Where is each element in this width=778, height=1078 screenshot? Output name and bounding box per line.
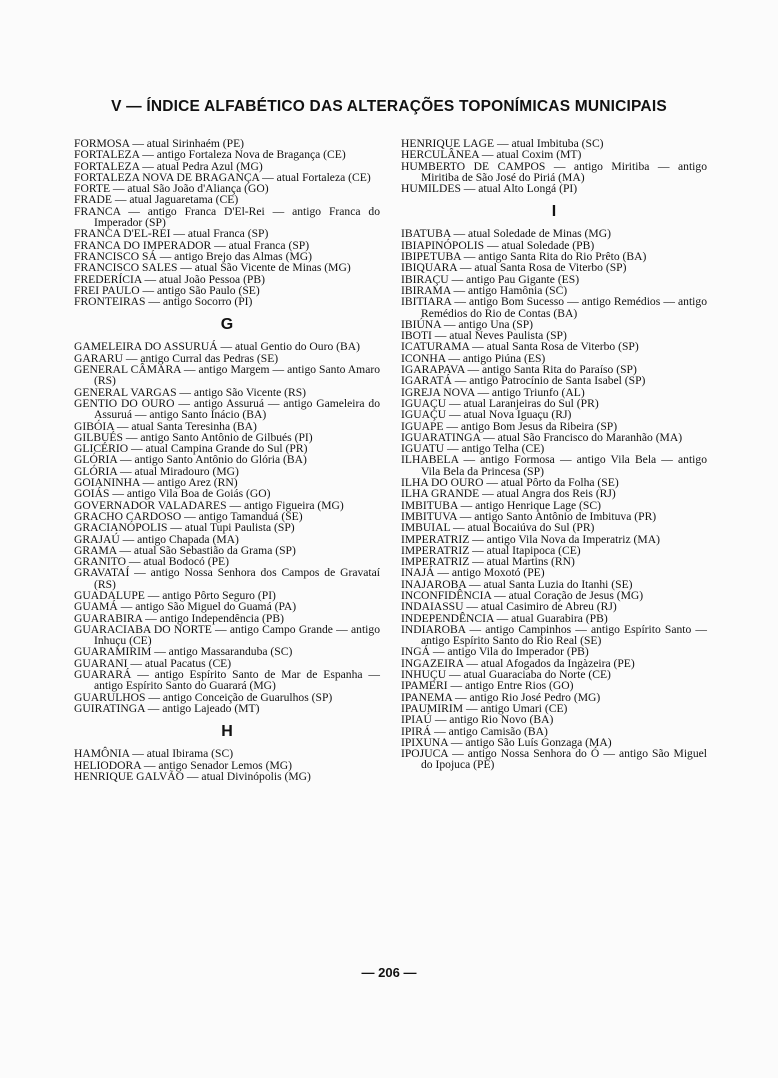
section-letter: G [220, 316, 234, 334]
index-entry: IBIÚNA — antigo Una (SP) [401, 317, 534, 331]
index-entry: HAMÔNIA — atual Ibirama (SC) [74, 747, 234, 761]
index-entry: INAJAROBA — atual Santa Luzia do Itanhi (SE) [401, 577, 633, 591]
index-entry: GRANITO — atual Bodocó (PE) [74, 555, 229, 569]
index-entry: INAJÁ — antigo Moxotó (PE) [401, 566, 545, 580]
index-entry: IPIAÚ — antigo Rio Novo (BA) [401, 713, 554, 727]
index-entry: GRACHO CARDOSO — antigo Tamanduá (SE) [74, 509, 303, 523]
index-entry: IBIAPINÓPOLIS — atual Soledade (PB) [401, 238, 595, 252]
index-entry: GUARARÁ — antigo Espírito Santo de Mar de Espanha — antigo Espírito Santo do Guarará (MG) [74, 668, 380, 693]
index-entry: ICATURAMA — atual Santa Rosa de Viterbo (SP) [401, 340, 639, 354]
index-entry: IBIQUARA — atual Santa Rosa de Viterbo (SP) [401, 261, 627, 275]
index-entry: IMBITUBA — antigo Henrique Lage (SC) [401, 498, 601, 512]
index-entry: FORMOSA — atual Sirinhaém (PE) [74, 137, 245, 150]
index-entry: INDIAROBA — antigo Campinhos — antigo Espírito Santo — antigo Espírito Santo do Rio Real (SE) [401, 622, 707, 648]
index-entry: FRANCISCO SALES — atual São Vicente de Minas (MG) [74, 261, 351, 275]
index-entry: IPIRÁ — antigo Camisão (BA) [401, 724, 548, 738]
index-entry: GUARANI — atual Pacatus (CE) [74, 656, 232, 670]
index-entry: GUAMÁ — antigo São Miguel do Guamá (PA) [74, 600, 297, 614]
index-entry: ILHABELA — antigo Formosa — antigo Vila Bela — antigo Vila Bela da Princesa (SP) [401, 453, 707, 478]
page-number: — 206 — [361, 965, 417, 980]
index-entry: GRAVATAÍ — antigo Nossa Senhora dos Campos de Gravataí (RS) [74, 566, 380, 591]
index-entry: FORTALEZA NOVA DE BRAGANÇA — atual Fortaleza (CE) [74, 170, 371, 184]
index-entry: GUARULHOS — antigo Conceição de Guarulhos (SP) [74, 690, 333, 704]
index-entry: FRANCISCO SÁ — antigo Brejo das Almas (MG) [74, 249, 312, 263]
index-entry: IPAMERI — antigo Entre Rios (GO) [401, 679, 574, 693]
index-entry: IBATUBA — atual Soledade de Minas (MG) [401, 227, 611, 241]
index-entry: GUARABIRA — antigo Independência (PB) [74, 611, 284, 625]
index-entry: IGARAPAVA — antigo Santa Rita do Paraíso (SP) [401, 363, 637, 377]
index-entry: GLICÉRIO — atual Campina Grande do Sul (PR) [74, 442, 308, 456]
index-entry: GIBÓIA — atual Santa Teresinha (BA) [74, 419, 257, 433]
index-entry: IGUARATINGA — atual São Francisco do Maranhão (MA) [401, 430, 683, 444]
index-entry: IGUAPE — antigo Bom Jesus da Ribeira (SP) [401, 419, 618, 433]
index-entry: GENTIO DO OURO — antigo Assuruá — antigo Gameleira do Assuruá — antigo Santo Inácio (BA) [74, 396, 380, 422]
index-entry: INGÁ — antigo Vila do Imperador (PB) [401, 645, 589, 659]
index-entry: IPAUMIRIM — antigo Umari (CE) [401, 701, 568, 715]
index-entry: GUIRATINGA — antigo Lajeado (MT) [74, 701, 260, 715]
index-entry: IMBITUVA — antigo Santo Antônio de Imbituva (PR) [401, 509, 657, 523]
index-entry: GOIÁS — antigo Vila Boa de Goiás (GO) [74, 487, 271, 501]
index-entry: GRAMA — atual São Sebastião da Grama (SP) [74, 543, 296, 557]
index-entry: HELIODORA — antigo Senador Lemos (MG) [74, 758, 292, 772]
index-entry: ILHA DO OURO — atual Pôrto da Folha (SE) [401, 476, 619, 490]
index-entry: GENERAL CÂMARA — antigo Margem — antigo Santo Amaro (RS) [74, 363, 380, 388]
index-entry: GAMELEIRA DO ASSURUÁ — atual Gentio do Ouro (BA) [74, 340, 360, 354]
index-entry: IBITIARA — antigo Bom Sucesso — antigo Remédios — antigo Remédios do Rio de Contas (BA) [401, 295, 707, 320]
index-entry: GUARAMIRIM — antigo Massaranduba (SC) [74, 645, 293, 659]
index-entry: IBIRAÇU — antigo Pau Gigante (ES) [401, 272, 580, 286]
index-entry: HUMBERTO DE CAMPOS — antigo Miritiba — antigo Miritiba de São José do Piriá (MA) [401, 159, 707, 184]
index-entry: FRADE — atual Jaguaretama (CE) [74, 193, 239, 207]
index-entry: IMPERATRIZ — antigo Vila Nova da Imperatriz (MA) [401, 532, 660, 546]
section-letter: I [551, 203, 557, 221]
index-entry: GRACIANÓPOLIS — atual Tupi Paulista (SP) [74, 521, 295, 535]
index-entry: IMBUIAL — atual Bocaiúva do Sul (PR) [401, 521, 595, 535]
index-entry: IPANEMA — antigo Rio José Pedro (MG) [401, 690, 601, 704]
index-entry: GOIANINHA — antigo Arez (RN) [74, 476, 238, 490]
index-entry: GRAJAÚ — antigo Chapada (MA) [74, 532, 239, 546]
index-entry: IGARATÁ — antigo Patrocínio de Santa Isabel (SP) [401, 374, 646, 388]
index-entry: IBOTI — atual Neves Paulista (SP) [401, 329, 567, 343]
index-entry: FORTE — atual São João d'Aliança (GO) [74, 182, 269, 196]
index-entry: IMPERATRIZ — atual Itapipoca (CE) [401, 543, 581, 557]
index-entry: IBIRAMA — antigo Hamônia (SC) [401, 283, 568, 297]
index-entry: IBIPETUBA — antigo Santa Rita do Rio Prêto (BA) [401, 250, 647, 264]
index-entry: GUADALUPE — antigo Pôrto Seguro (PI) [74, 588, 276, 602]
index-entry: ILHA GRANDE — atual Angra dos Reis (RJ) [401, 487, 616, 501]
index-entry: IGUAÇU — atual Nova Iguaçu (RJ) [401, 408, 572, 422]
index-entry: IGREJA NOVA — antigo Triunfo (AL) [401, 385, 585, 399]
left-column [74, 138, 380, 782]
index-entry: HERCULÂNEA — atual Coxim (MT) [401, 148, 582, 162]
index-entry: ICONHA — antigo Piúna (ES) [401, 351, 546, 365]
index-entry: FORTALEZA — atual Pedra Azul (MG) [74, 159, 263, 173]
index-entry: GENERAL VARGAS — antigo São Vicente (RS) [74, 385, 307, 399]
index-entry: GILBUÉS — antigo Santo Antônio de Gilbués (PI) [74, 430, 313, 444]
index-entry: HENRIQUE LAGE — atual Imbituba (SC) [401, 137, 604, 150]
index-entry: INDEPENDÊNCIA — atual Guarabira (PB) [401, 611, 608, 625]
page-title: V — ÍNDICE ALFABÉTICO DAS ALTERAÇÕES TOPONÍMICAS MUNICIPAIS [111, 98, 667, 115]
index-entry: GLÓRIA — antigo Santo Antônio do Glória (BA) [74, 453, 307, 467]
index-entry: IGUAÇU — atual Laranjeiras do Sul (PR) [401, 396, 599, 410]
index-entry: INGAZEIRA — atual Afogados da Ingàzeira (PE) [401, 656, 635, 670]
index-entry: FREDERÍCIA — atual João Pessoa (PB) [74, 272, 265, 286]
index-entry: GUARACIABA DO NORTE — antigo Campo Grande — antigo Inhuçu (CE) [74, 622, 380, 648]
section-letter: H [221, 723, 233, 741]
index-entry: FORTALEZA — antigo Fortaleza Nova de Bragança (CE) [74, 148, 346, 162]
index-entry: GOVERNADOR VALADARES — antigo Figueira (MG) [74, 498, 344, 512]
index-entry: FRANCA — antigo Franca D'El-Rei — antigo Franca do Imperador (SP) [74, 204, 380, 230]
index-entry: FREI PAULO — antigo São Paulo (SE) [74, 283, 260, 297]
index-entry: GARARU — antigo Curral das Pedras (SE) [74, 351, 279, 365]
index-entry: INDAIASSU — atual Casimiro de Abreu (RJ) [401, 600, 617, 614]
index-entry: INCONFIDÊNCIA — atual Coração de Jesus (MG) [401, 588, 644, 602]
index-entry: FRANCA D'EL-REI — atual Franca (SP) [74, 227, 269, 241]
index-entry: IMPERATRIZ — atual Martins (RN) [401, 555, 575, 569]
index-entry: HUMILDES — atual Alto Longá (PI) [401, 182, 578, 196]
index-entry: INHUÇU — atual Guaraciaba do Norte (CE) [401, 668, 611, 682]
index-entry: IGUATU — antigo Telha (CE) [401, 442, 545, 456]
right-column [401, 138, 707, 771]
index-entry: HENRIQUE GALVÃO — atual Divinópolis (MG) [74, 769, 311, 783]
index-entry: GLÓRIA — atual Miradouro (MG) [74, 464, 239, 478]
index-entry: FRONTEIRAS — antigo Socorro (PI) [74, 295, 253, 309]
index-entry: FRANCA DO IMPERADOR — atual Franca (SP) [74, 238, 310, 252]
index-entry: IPIXUNA — antigo São Luís Gonzaga (MA) [401, 735, 612, 749]
index-entry: IPOJUCA — antigo Nossa Senhora do Ó — antigo São Miguel do Ipojuca (PE) [401, 747, 707, 772]
